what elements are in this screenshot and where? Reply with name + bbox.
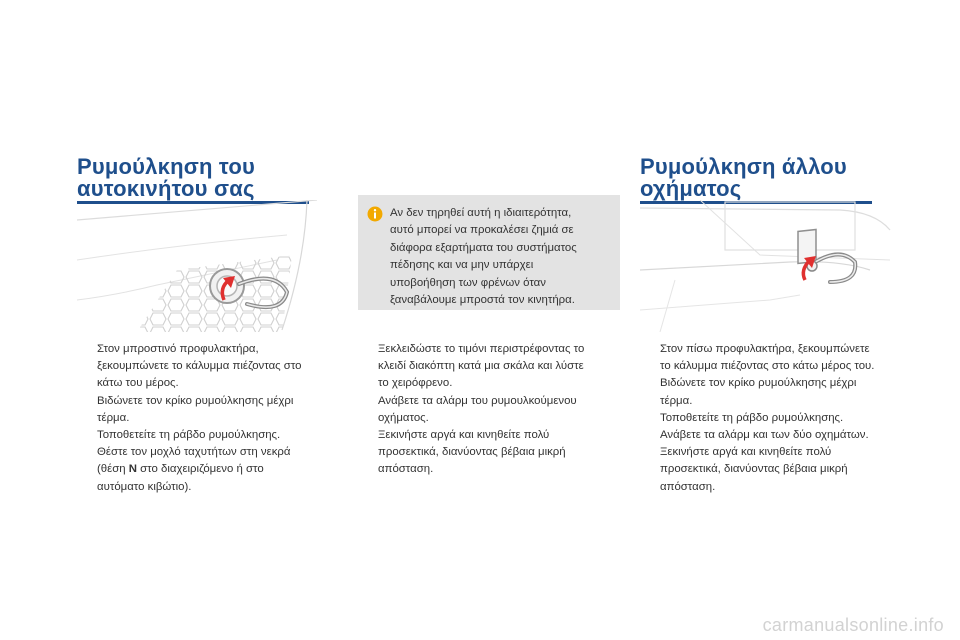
list-item: Τοποθετείτε τη ράβδο ρυμούλκησης. <box>97 429 281 442</box>
neutral-gear-label: N <box>128 463 137 476</box>
instructions-left <box>77 341 302 496</box>
info-text-line: ξαναβάλουμε μπροστά τον κινητήρα. <box>390 294 575 307</box>
section-title-towing-own-vehicle: Ρυμούλκηση του αυτοκινήτου σας <box>77 154 255 201</box>
list-item: Ξεκλειδώστε το τιμόνι περιστρέφοντας το κλειδί διακόπτη κατά μια σκάλα και λύστε το χειρόφρενο. <box>378 343 585 390</box>
section-title-towing-other-vehicle: Ρυμούλκηση άλλου οχήματος <box>640 154 847 201</box>
list-item: Βιδώνετε τον κρίκο ρυμούλκησης μέχρι τέρμα. <box>97 394 294 424</box>
list-item: Στον μπροστινό προφυλακτήρα, ξεκουμπώνετε το κάλυμμα πιέζοντας στο κάτω του μέρος. <box>97 343 302 390</box>
instructions-middle <box>358 341 584 479</box>
watermark: carmanualsonline.info <box>762 615 944 635</box>
instructions-right <box>640 341 874 496</box>
list-item: Ανάβετε τα αλάρμ και των δύο οχημάτων. <box>660 429 869 442</box>
list-item: Ξεκινήστε αργά και κινηθείτε πολύ προσεκτικά, διανύοντας βέβαια μικρή απόσταση. <box>660 446 848 493</box>
info-icon <box>367 206 383 222</box>
list-item: Τοποθετείτε τη ράβδο ρυμούλκησης. <box>660 411 844 424</box>
list-item: Ανάβετε τα αλάρμ του ρυμουλκούμενου οχήματος. <box>378 394 577 424</box>
list-item: Στον πίσω προφυλακτήρα, ξεκουμπώνετε το κάλυμμα πιέζοντας στο κάτω μέρος του. <box>660 343 875 373</box>
info-text-line: διάφορα εξαρτήματα του συστήματος <box>390 241 577 254</box>
info-text-line: αυτό μπορεί να προκαλέσει ζημιά σε <box>390 224 574 237</box>
list-item: Ξεκινήστε αργά και κινηθείτε πολύ προσεκτικά, διανύοντας βέβαια μικρή απόσταση. <box>378 429 566 476</box>
list-item: Βιδώνετε τον κρίκο ρυμούλκησης μέχρι τέρμα. <box>660 377 857 407</box>
info-text-line: υποβοήθηση των φρένων όταν <box>390 276 546 289</box>
info-text-line: πέδησης και να μην υπάρχει <box>390 259 534 272</box>
list-item: Θέστε τον μοχλό ταχυτήτων στη νεκρά (θέση N στο διαχειριζόμενο ή στο αυτόματο κιβώτιο). <box>97 446 291 493</box>
info-text-line: Αν δεν τηρηθεί αυτή η ιδιαιτερότητα, <box>390 207 572 219</box>
rear-bumper-illustration <box>640 200 902 332</box>
front-bumper-illustration <box>77 200 339 332</box>
info-warning-box <box>358 195 620 310</box>
